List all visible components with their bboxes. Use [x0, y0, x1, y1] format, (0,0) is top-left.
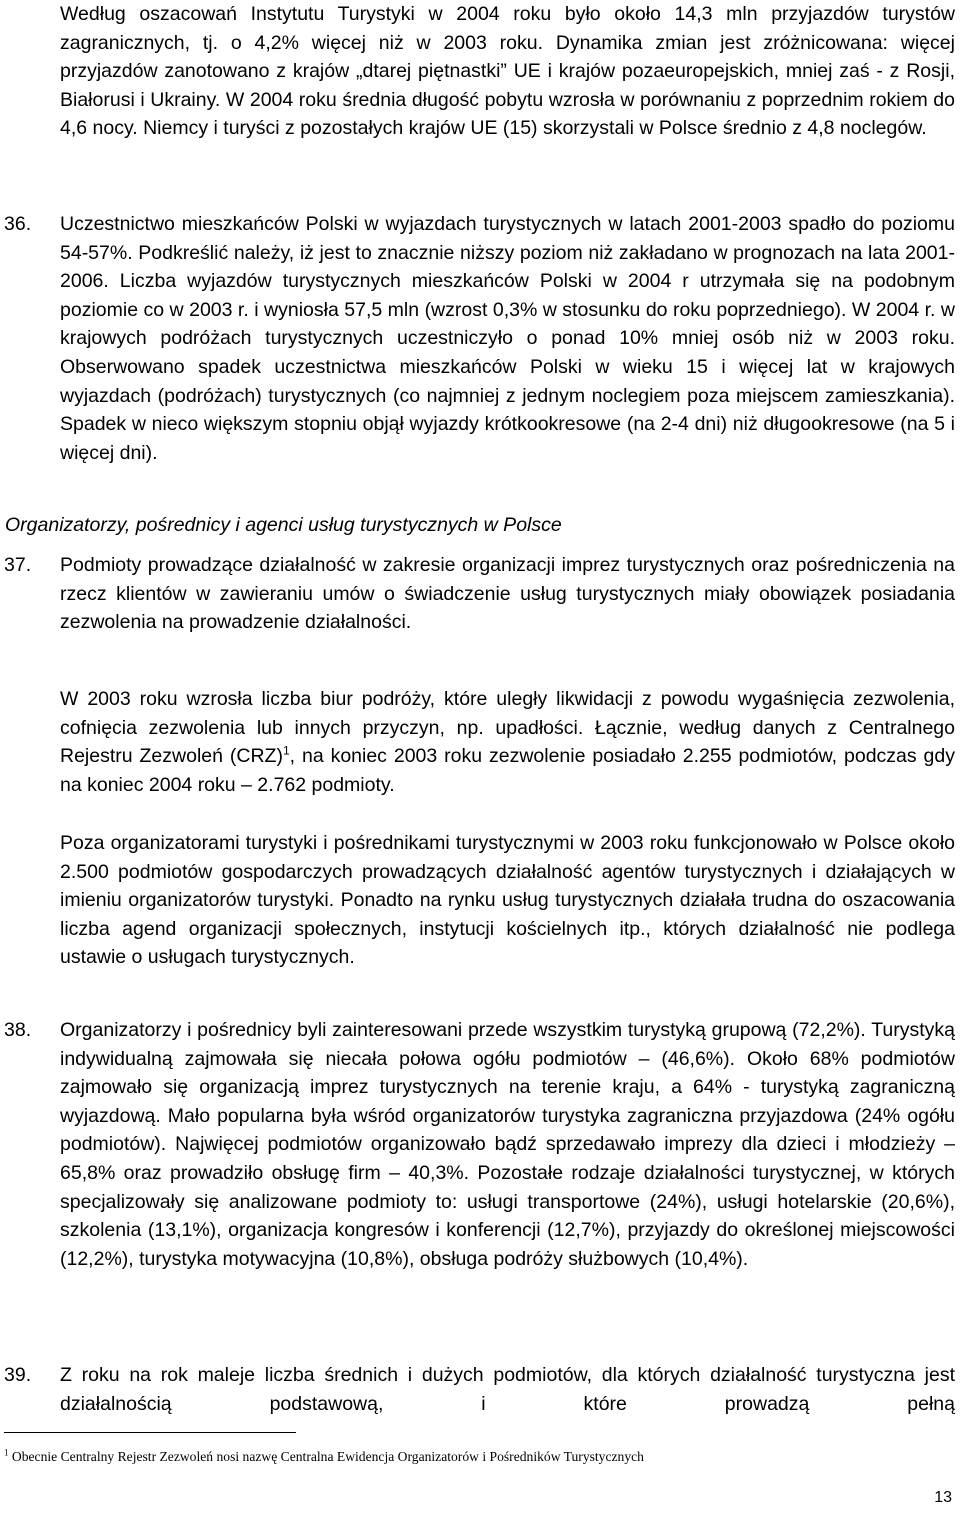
paragraph-number-39: 39. — [4, 1364, 32, 1386]
section-heading: Organizatorzy, pośrednicy i agenci usług turystycznych w Polsce — [5, 514, 562, 536]
paragraph-number-38: 38. — [4, 1019, 32, 1041]
paragraph-37-biura — [60, 685, 955, 799]
paragraph-intro: Według oszacowań Instytutu Turystyki w 2004 roku było około 14,3 mln przyjazdów turystów zagranicznych, tj. o 4,2% więcej niż w 2003 roku. Dynamika zmian jest zróżnicowana: więcej przyjazdów zanotowano z krajów „dtarej piętnastki” UE i krajów pozaeuropejskich, mniej zaś - z Rosji, Białorusi i Ukrainy. W 2004 roku średnia długość pobytu wzrosła w porównaniu z poprzednim rokiem do 4,6 nocy. Niemcy i turyści z pozostałych krajów UE (15) skorzystali w Polsce średnio z 4,8 noclegów. — [60, 3, 955, 140]
paragraph-37-agenci: Poza organizatorami turystyki i pośrednikami turystycznymi w 2003 roku funkcjonowało w Polsce około 2.500 podmiotów gospodarczych prowadzących działalność agentów turystycznych i działających w imieniu organizatorów turystyki. Ponadto na rynku usług turystycznych działała trudna do oszacowania liczba agend organizacji społecznych, instytucji kościelnych itp., których działalność nie podlega ustawie o usługach turystycznych. — [60, 832, 955, 969]
footnote-reference: 1 — [282, 743, 290, 758]
paragraph-37: Podmioty prowadzące działalność w zakresie organizacji imprez turystycznych oraz pośredniczenia na rzecz klientów w zawieraniu umów o świadczenie usług turystycznych miały obowiązek posiadania zezwolenia na prowadzenie działalności. — [60, 554, 955, 634]
page-number: 13 — [934, 1489, 952, 1506]
footnote-text: Obecnie Centralny Rejestr Zezwoleń nosi nazwę Centralna Ewidencja Organizatorów i Pośredników Turystycznych — [11, 1449, 644, 1464]
paragraph-39: Z roku na rok maleje liczba średnich i dużych podmiotów, dla których działalność turystyczna jest działalnością podstawową, i które prowadzą pełną — [60, 1364, 955, 1415]
paragraph-37-biura-text-b: , na koniec 2003 roku zezwolenie posiadało 2.255 podmiotów, podczas gdy na koniec 2004 roku – 2.762 podmioty. — [60, 745, 955, 796]
paragraph-37-biura-text-a: W 2003 roku wzrosła liczba biur podróży, które uległy likwidacji z powodu wygaśnięcia zezwolenia, cofnięcia zezwolenia lub innych przyczyn, np. upadłości. Łącznie, według danych z Centralnego Rejestru Zezwoleń (CRZ) — [60, 688, 955, 768]
footnote — [4, 1448, 954, 1466]
paragraph-number-37: 37. — [4, 554, 32, 576]
paragraph-38: Organizatorzy i pośrednicy byli zainteresowani przede wszystkim turystyką grupową (72,2%). Turystyką indywidualną zajmowała się niecała połowa ogółu podmiotów – (46,6%). Około 68% podmiotów zajmowało się organizacją imprez turystycznych na terenie kraju, a 64% - turystyką zagraniczną wyjazdową. Mało popularna była wśród organizatorów turystyka zagraniczna przyjazdowa (24% ogółu podmiotów). Najwięcej podmiotów organizowało bądź sprzedawało imprezy dla dzieci i młodzieży – 65,8% oraz prowadziło obsługę firm – 40,3%. Pozostałe rodzaje działalności turystycznej, w których specjalizowały się analizowane podmioty to: usługi transportowe (24%), usługi hotelarskie (20,6%), szkolenia (13,1%), organizacja kongresów i konferencji (12,7%), przyjazdy do określonej miejscowości (12,2%), turystyka motywacyjna (10,8%), obsługa podróży służbowych (10,4%). — [60, 1019, 955, 1270]
footnote-marker: 1 — [4, 1447, 9, 1458]
footnote-divider — [4, 1432, 296, 1433]
paragraph-number-36: 36. — [4, 213, 32, 235]
paragraph-36: Uczestnictwo mieszkańców Polski w wyjazdach turystycznych w latach 2001-2003 spadło do poziomu 54-57%. Podkreślić należy, iż jest to znacznie niższy poziom niż zakładano w prognozach na lata 2001-2006. Liczba wyjazdów turystycznych mieszkańców Polski w 2004 r utrzymała się na podobnym poziomie co w 2003 r. i wyniosła 57,5 mln (wzrost 0,3% w stosunku do roku poprzedniego). W 2004 r. w krajowych podróżach turystycznych uczestniczyło o ponad 10% mniej osób niż w 2003 roku. Obserwowano spadek uczestnictwa mieszkańców Polski w wieku 15 i więcej lat w krajowych wyjazdach (podróżach) turystycznych (co najmniej z jednym noclegiem poza miejscem zamieszkania). Spadek w nieco większym stopniu objął wyjazdy krótkookresowe (na 2-4 dni) niż długookresowe (na 5 i więcej dni). — [60, 213, 955, 464]
